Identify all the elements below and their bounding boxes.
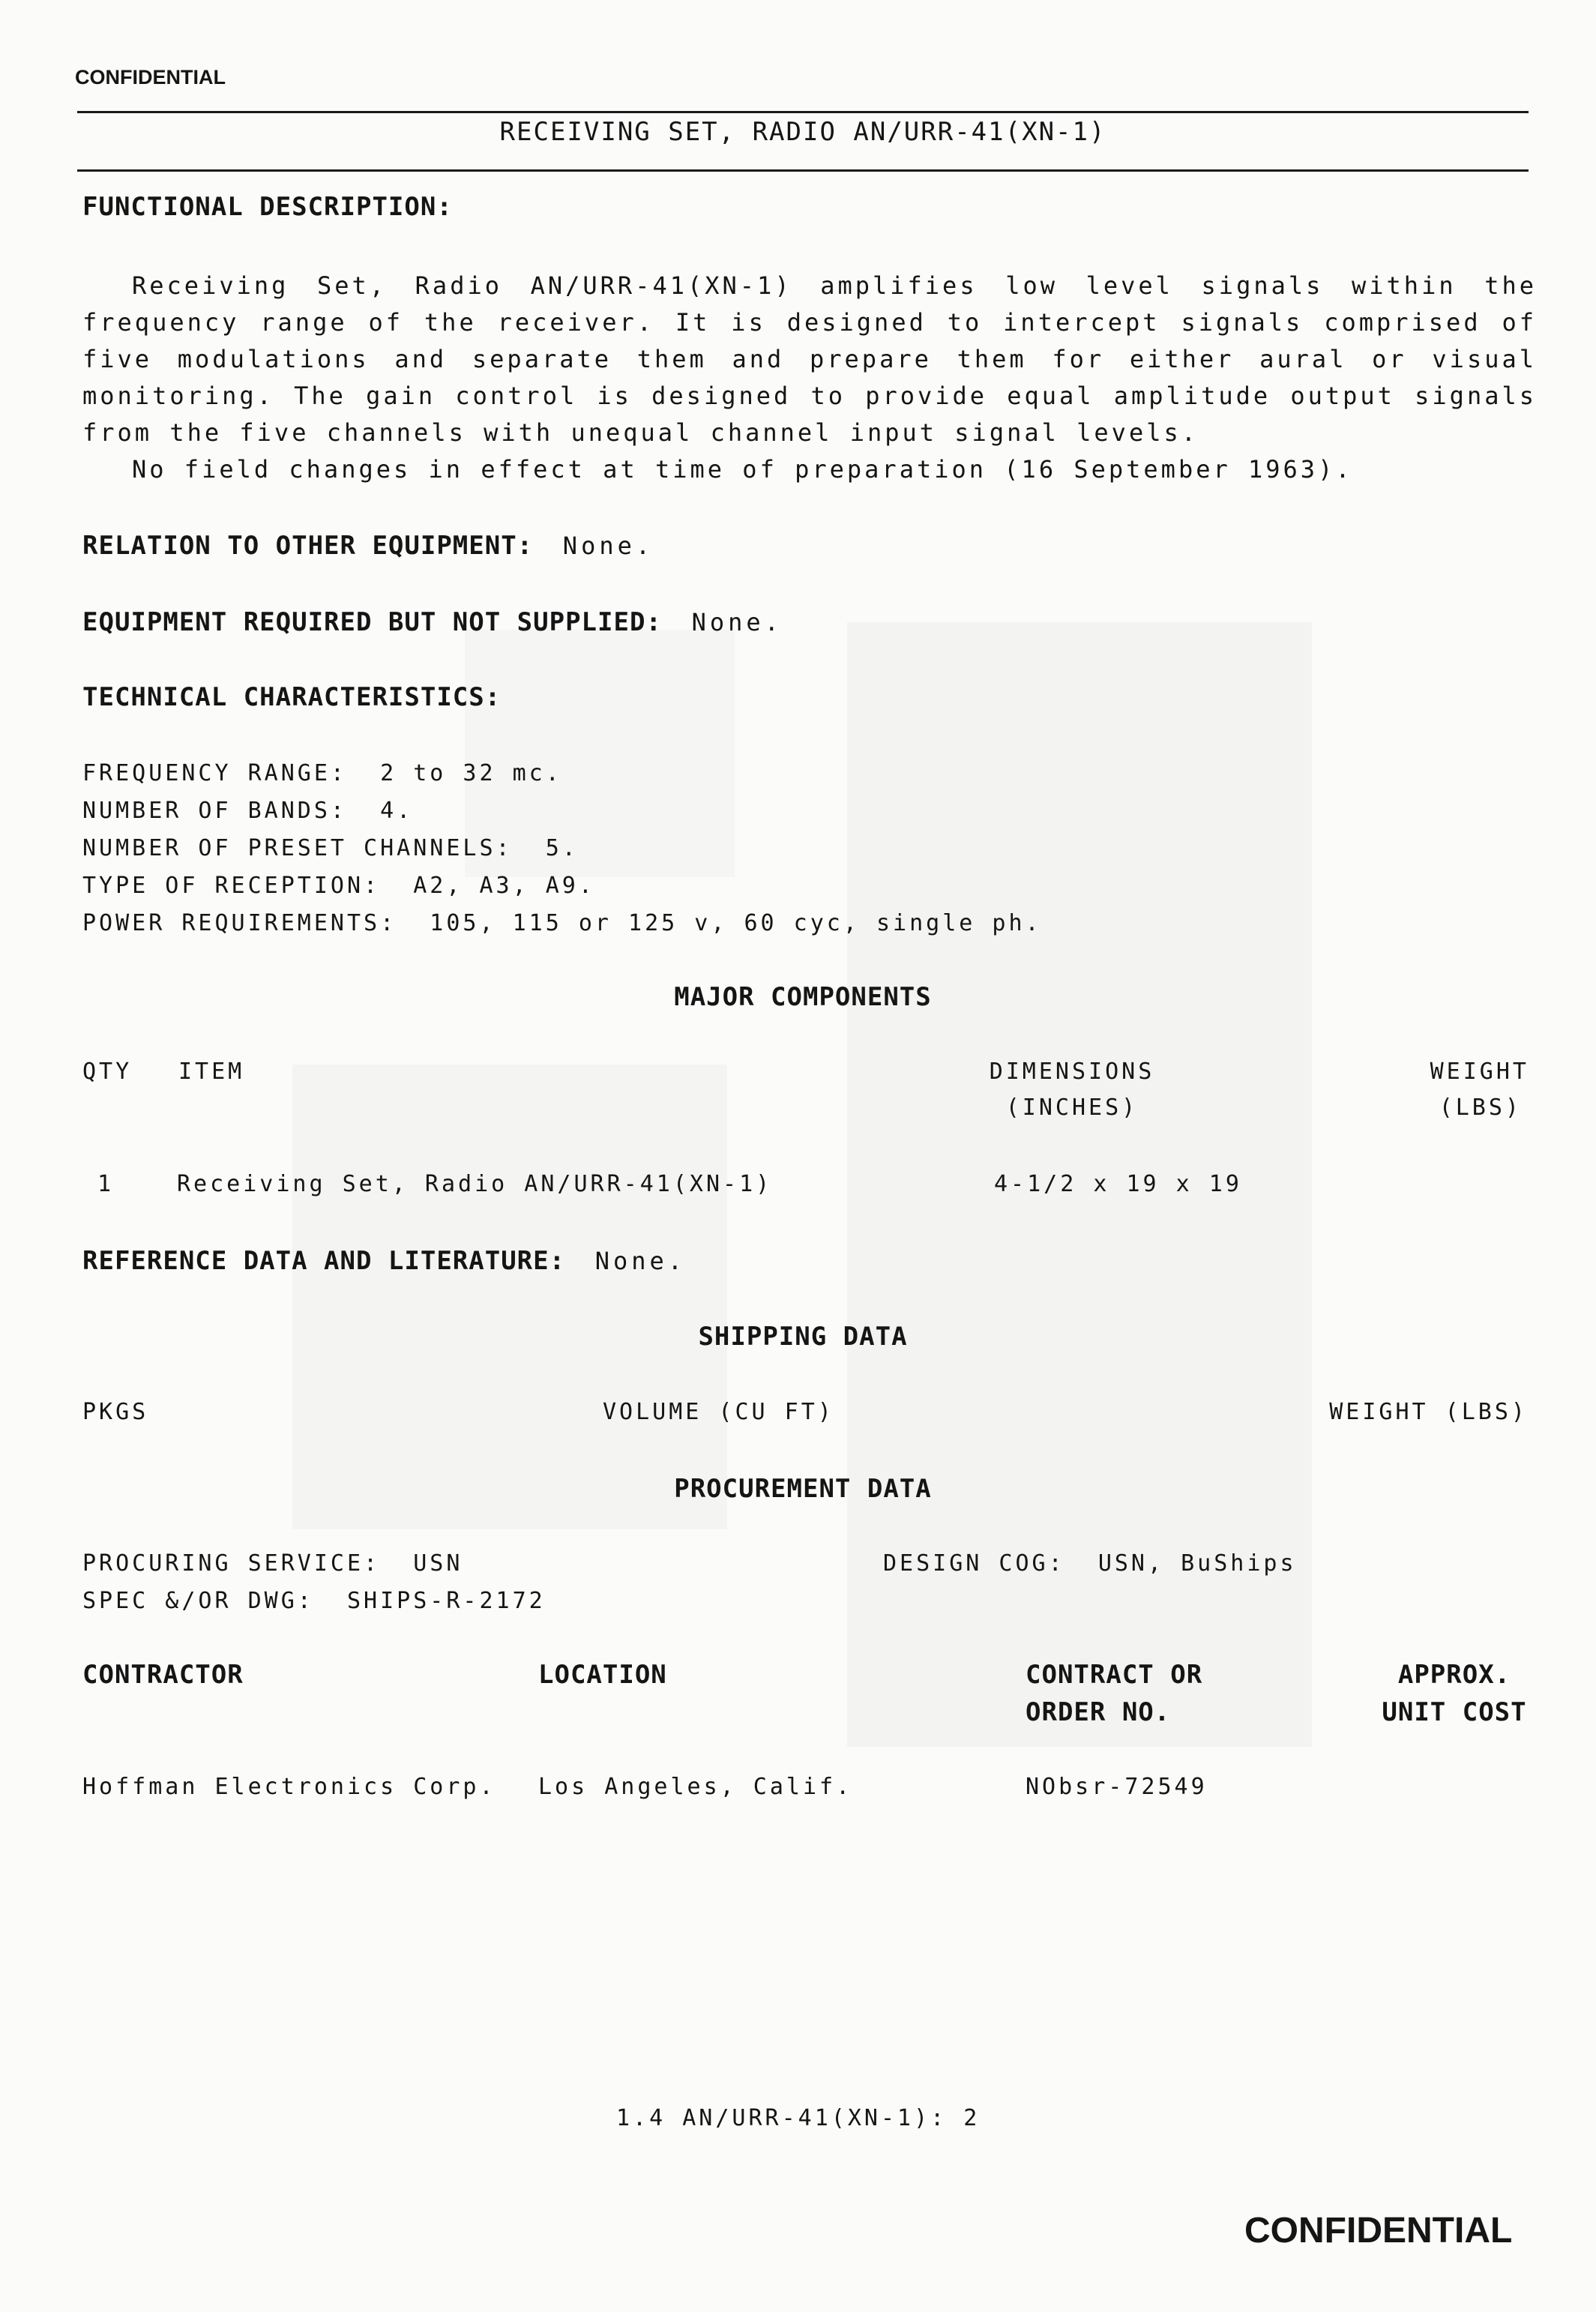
procurement-data-heading: PROCUREMENT DATA <box>674 1474 932 1504</box>
contractor-column-header: CONTRACTOR <box>82 1660 244 1690</box>
cost-column-header-line2: UNIT COST <box>1382 1697 1527 1727</box>
reference-value: None. <box>594 1247 687 1275</box>
contract-column-header-line1: CONTRACT OR <box>1026 1660 1203 1690</box>
tech-item <box>82 910 1042 936</box>
spec-value: SHIPS-R-2172 <box>347 1588 546 1614</box>
contractor-location: Los Angeles, Calif. <box>538 1774 853 1800</box>
title-rule-bottom <box>77 169 1529 172</box>
contractor-name: Hoffman Electronics Corp. <box>82 1774 496 1800</box>
classification-marking-top: CONFIDENTIAL <box>75 66 226 88</box>
tech-value: 2 to 32 mc. <box>380 760 562 786</box>
component-item: Receiving Set, Radio AN/URR-41(XN-1) <box>177 1171 773 1197</box>
column-header-weight-unit: (LBS) <box>1439 1095 1522 1121</box>
tech-value: 4. <box>380 798 414 824</box>
component-qty: 1 <box>97 1171 115 1197</box>
functional-description-heading: FUNCTIONAL DESCRIPTION: <box>82 192 453 222</box>
major-components-heading: MAJOR COMPONENTS <box>674 982 932 1012</box>
column-header-dimensions-unit: (INCHES) <box>1005 1095 1139 1121</box>
shipping-data-heading: SHIPPING DATA <box>698 1322 908 1352</box>
tech-item <box>82 873 595 899</box>
relation-value: None. <box>562 532 654 560</box>
spec-dwg <box>82 1588 546 1614</box>
tech-label: NUMBER OF BANDS: <box>82 798 347 824</box>
tech-label: POWER REQUIREMENTS: <box>82 910 397 936</box>
tech-item <box>82 798 413 824</box>
location-column-header: LOCATION <box>538 1660 667 1690</box>
equipment-required-section <box>82 607 783 637</box>
tech-value: 5. <box>545 835 579 861</box>
field-changes-paragraph: No field changes in effect at time of preparation (16 September 1963). <box>132 455 1353 484</box>
shipping-column-pkgs: PKGS <box>82 1399 149 1425</box>
functional-description-text <box>82 268 1537 488</box>
classification-marking-bottom: CONFIDENTIAL <box>1244 2211 1513 2251</box>
page-title: RECEIVING SET, RADIO AN/URR-41(XN-1) <box>499 117 1106 147</box>
cost-column-header-line1: APPROX. <box>1397 1660 1511 1690</box>
tech-label: TYPE OF RECEPTION: <box>82 873 381 899</box>
component-dimensions: 4-1/2 x 19 x 19 <box>994 1171 1242 1197</box>
technical-characteristics-heading: TECHNICAL CHARACTERISTICS: <box>82 682 502 712</box>
contract-column-header-line2: ORDER NO. <box>1026 1697 1171 1727</box>
design-cog-value: USN, BuShips <box>1097 1550 1297 1577</box>
functional-description-paragraph: Receiving Set, Radio AN/URR-41(XN-1) amplifies low level signals within the frequency range of the receiver. It is designed to intercept signals comprised of five modulations and separate them and prepare them for either aural or visual monitoring. The gain control is designed to provide equal amplitude output signals from the five channels with unequal channel input signal levels. <box>82 271 1537 447</box>
column-header-dimensions: DIMENSIONS <box>989 1059 1155 1085</box>
column-header-qty: QTY <box>82 1059 133 1085</box>
spec-label: SPEC &/OR DWG: <box>82 1588 314 1614</box>
tech-item <box>82 760 562 786</box>
relation-heading: RELATION TO OTHER EQUIPMENT: <box>82 531 534 561</box>
contract-number: NObsr-72549 <box>1026 1774 1208 1800</box>
column-header-weight: WEIGHT <box>1430 1059 1529 1085</box>
equipment-required-value: None. <box>691 608 783 636</box>
tech-value: 105, 115 or 125 v, 60 cyc, single ph. <box>430 910 1042 936</box>
procuring-service <box>82 1550 463 1577</box>
relation-section <box>82 531 654 561</box>
shipping-column-weight: WEIGHT (LBS) <box>1329 1399 1528 1425</box>
procuring-service-label: PROCURING SERVICE: <box>82 1550 381 1577</box>
tech-label: FREQUENCY RANGE: <box>82 760 347 786</box>
tech-label: NUMBER OF PRESET CHANNELS: <box>82 835 513 861</box>
design-cog-label: DESIGN COG: <box>883 1550 1065 1577</box>
tech-value: A2, A3, A9. <box>413 873 595 899</box>
title-rule-top <box>77 111 1529 113</box>
column-header-item: ITEM <box>178 1059 245 1085</box>
reference-heading: REFERENCE DATA AND LITERATURE: <box>82 1246 566 1276</box>
bleed-through-shape <box>292 1065 727 1529</box>
shipping-column-volume: VOLUME (CU FT) <box>603 1399 834 1425</box>
page-reference: 1.4 AN/URR-41(XN-1): 2 <box>616 2105 981 2131</box>
equipment-required-heading: EQUIPMENT REQUIRED BUT NOT SUPPLIED: <box>82 607 662 637</box>
tech-item <box>82 835 579 861</box>
reference-section <box>82 1246 686 1276</box>
design-cog <box>883 1550 1297 1577</box>
procuring-service-value: USN <box>413 1550 463 1577</box>
